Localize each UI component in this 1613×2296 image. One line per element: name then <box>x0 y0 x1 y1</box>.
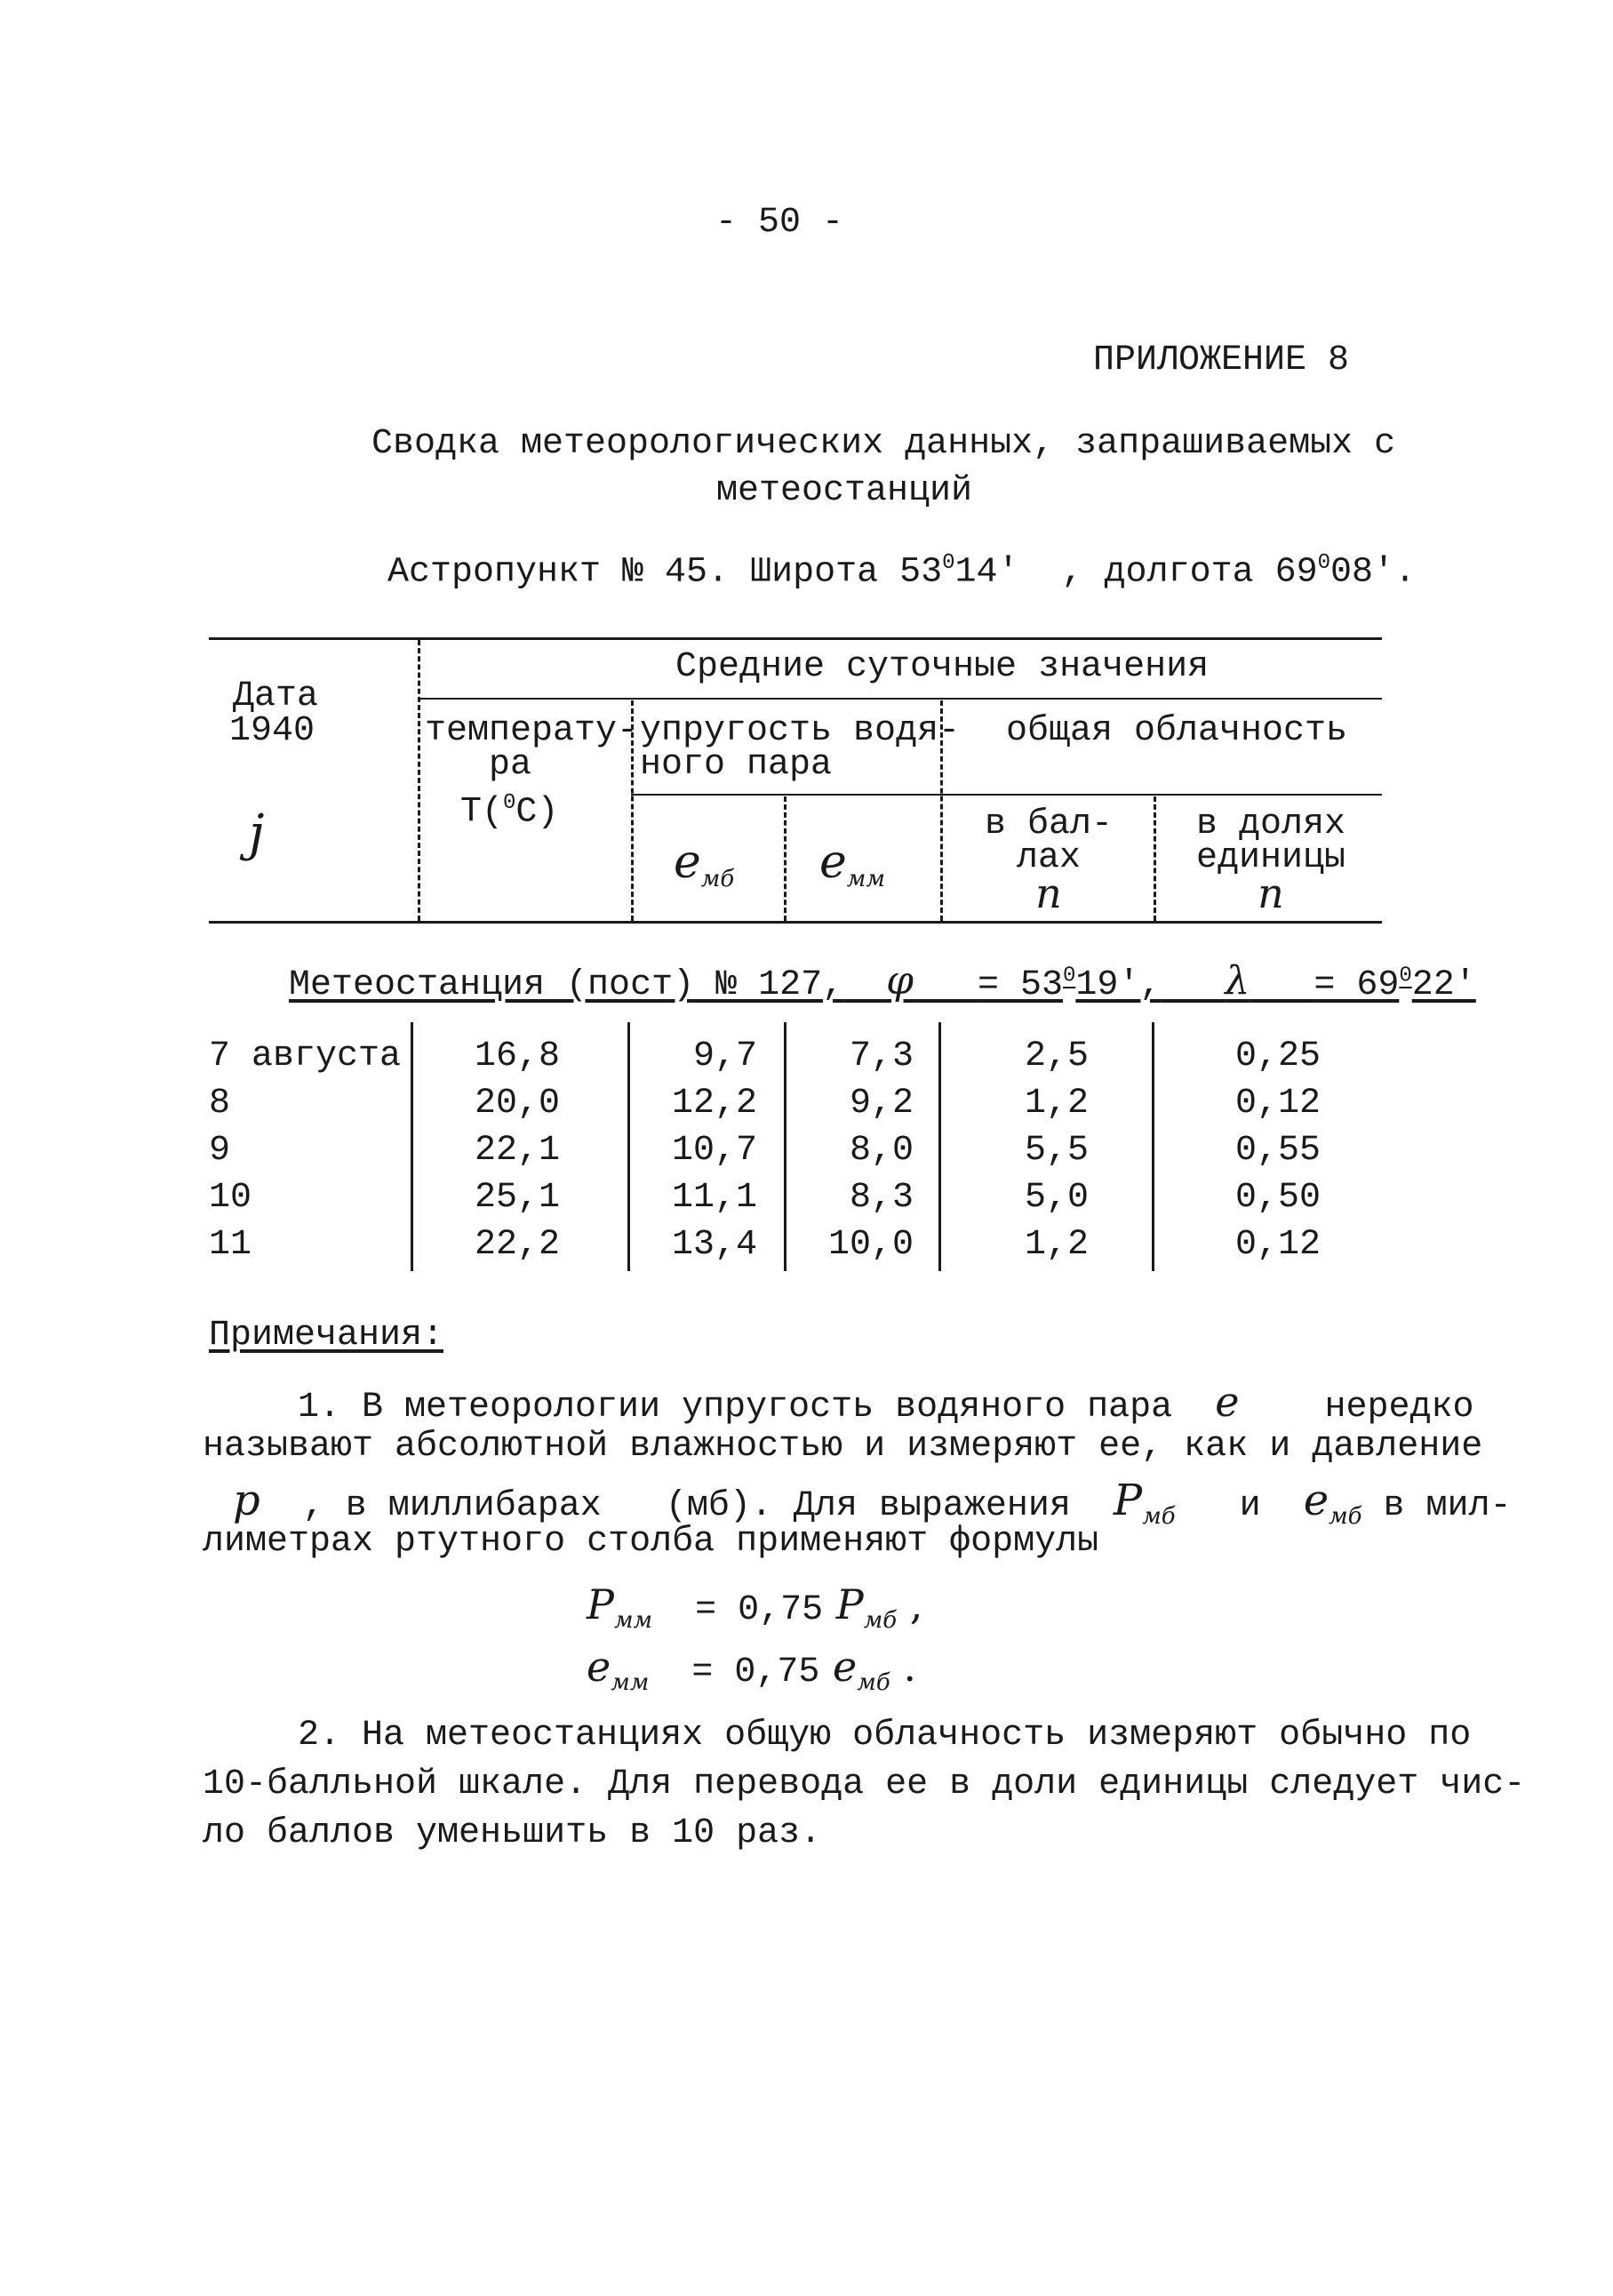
cell-e-mb: 12,2 <box>671 1084 757 1124</box>
notes-heading: Примечания: <box>209 1316 444 1356</box>
station-lambda-eq: = 69 <box>1314 965 1400 1005</box>
note-1-P-mb-sym: P <box>1113 1476 1143 1525</box>
header-e-mb-sym: e <box>674 836 701 889</box>
header-vline-points <box>1154 796 1156 921</box>
header-temp-3-text: T( <box>460 792 504 833</box>
station-line <box>289 958 1476 1005</box>
title-line-2: метеостанций <box>716 471 973 511</box>
header-temp-4-text: C) <box>515 792 559 833</box>
cell-e-mm: 8,3 <box>849 1178 914 1218</box>
body-vline-4 <box>938 1022 941 1271</box>
header-group: Средние суточные значения <box>675 647 1210 687</box>
cell-cloud-points: 2,5 <box>1024 1036 1089 1076</box>
cell-e-mb: 9,7 <box>692 1036 757 1076</box>
cell-e-mm: 8,0 <box>849 1131 914 1171</box>
note-1-line-2: называют абсолютной влажностью и измеряют ее, как и давление <box>203 1427 1483 1467</box>
cell-date: 10 <box>209 1178 252 1218</box>
header-e-mm-sub: мм <box>846 866 885 892</box>
station-lambda-deg: 0 <box>1399 964 1412 988</box>
body-vline-1 <box>411 1022 413 1271</box>
station-lambda-min: 22′ <box>1411 965 1476 1005</box>
astropoint-lon-deg: 0 <box>1317 551 1330 575</box>
header-cloud-frac-2: единицы <box>1195 838 1346 878</box>
cell-date: 9 <box>209 1131 231 1171</box>
header-temp-3 <box>460 791 558 832</box>
header-vline-date <box>418 640 420 921</box>
station-prefix: Метеостанция (пост) № 127, <box>289 965 844 1005</box>
cell-e-mb: 13,4 <box>671 1225 757 1265</box>
table-group-rule <box>418 698 1382 700</box>
body-vline-2 <box>627 1022 630 1271</box>
formula-2-mid: = 0,75 <box>691 1652 820 1692</box>
header-cloud-frac-1: в долях <box>1195 804 1346 844</box>
formula-2-rhs: e <box>833 1643 858 1691</box>
header-date: Дата <box>233 676 319 716</box>
cell-cloud-fraction: 0,25 <box>1234 1036 1321 1076</box>
note-1-e-mb-sub: мб <box>1329 1503 1362 1530</box>
note-1-e-mb <box>1303 1476 1362 1530</box>
cell-temperature: 20,0 <box>474 1084 560 1124</box>
station-lambda: λ <box>1225 958 1250 1004</box>
header-temp-degree: 0 <box>503 791 516 815</box>
cell-e-mm: 7,3 <box>849 1036 914 1076</box>
station-phi-eq: = 53 <box>977 965 1063 1005</box>
note-1-p-symbol: p <box>233 1476 260 1525</box>
cell-cloud-fraction: 0,12 <box>1234 1225 1321 1265</box>
header-vapor-2: ного пара <box>640 745 833 785</box>
header-cloud-points-2: лах <box>1016 838 1081 878</box>
page-number: - 50 - <box>715 203 844 243</box>
table-header-bottom-rule <box>209 921 1382 924</box>
cell-date: 11 <box>209 1225 252 1265</box>
cell-cloud-points: 1,2 <box>1024 1225 1089 1265</box>
formula-1-lhs-sub: мм <box>613 1607 653 1634</box>
cell-cloud-fraction: 0,50 <box>1234 1178 1321 1218</box>
cell-cloud-fraction: 0,12 <box>1234 1084 1321 1124</box>
note-1-line-3-end: в мил- <box>1383 1486 1512 1526</box>
note-2-line-1: 2. На метеостанциях общую облачность измеряют обычно по <box>298 1716 1472 1756</box>
note-1-P-mb <box>1113 1476 1176 1530</box>
cell-cloud-points: 5,0 <box>1024 1178 1089 1218</box>
header-e-mm-sym: e <box>819 836 847 889</box>
body-vline-3 <box>784 1022 787 1271</box>
note-1-line-4: лиметрах ртутного столба применяют формулы <box>203 1522 1099 1562</box>
formula-1-rhs-sub: мб <box>863 1607 898 1634</box>
cell-date: 7 августа <box>209 1036 402 1076</box>
astropoint-mid: , долгота 69 <box>1061 552 1318 593</box>
formula-1-mid: = 0,75 <box>695 1590 824 1630</box>
astropoint-prefix: Астропункт № 45. Широта 53 <box>387 552 943 593</box>
note-1-line-1-end: нередко <box>1324 1388 1474 1428</box>
cell-cloud-points: 5,5 <box>1024 1131 1089 1171</box>
title-line-1: Сводка метеорологических данных, запрашиваемых с <box>371 424 1396 464</box>
astropoint-lat-deg: 0 <box>942 551 955 575</box>
station-phi: φ <box>886 958 914 1004</box>
note-2-line-3: ло баллов уменьшить в 10 раз. <box>203 1813 822 1853</box>
formula-1-lhs: P <box>587 1580 614 1628</box>
cell-temperature: 25,1 <box>474 1178 560 1218</box>
cell-e-mm: 10,0 <box>827 1225 914 1265</box>
station-phi-min: 19′, <box>1075 965 1162 1005</box>
header-vapor-1: упругость водя- <box>640 711 961 751</box>
table-top-rule <box>209 637 1382 640</box>
formula-2-lhs-sub: мм <box>611 1669 650 1696</box>
station-phi-deg: 0 <box>1062 964 1076 988</box>
cell-temperature: 22,1 <box>474 1131 560 1171</box>
appendix-label: ПРИЛОЖЕНИЕ 8 <box>1093 340 1350 380</box>
header-cloud-points-sym: n <box>1035 869 1062 917</box>
note-1-P-mb-sub: мб <box>1142 1503 1176 1530</box>
header-e-mb-sub: мб <box>700 866 735 892</box>
note-1-e-mb-sym: e <box>1303 1476 1330 1525</box>
formula-2-rhs-sub: мб <box>857 1669 890 1696</box>
table-subheader-rule <box>631 794 1382 796</box>
astropoint-line <box>387 551 1416 592</box>
header-temp-1: температу- <box>425 711 639 751</box>
header-e-mb <box>674 836 734 892</box>
cell-e-mb: 10,7 <box>671 1131 757 1171</box>
cell-temperature: 22,2 <box>474 1225 560 1265</box>
formula-2-lhs: e <box>587 1643 611 1691</box>
formula-1 <box>587 1580 922 1634</box>
note-1-and: и <box>1239 1486 1261 1526</box>
header-cloud-frac-sym: n <box>1258 869 1284 917</box>
note-1-line-1 <box>298 1378 1473 1428</box>
astropoint-lat-min: 14′ <box>954 552 1019 593</box>
cell-e-mb: 11,1 <box>671 1178 757 1218</box>
formula-2-end: . <box>903 1643 916 1691</box>
formula-1-rhs: P <box>835 1580 864 1628</box>
cell-cloud-points: 1,2 <box>1024 1084 1089 1124</box>
note-1-e-symbol: e <box>1215 1378 1240 1426</box>
formula-1-end: , <box>909 1580 923 1628</box>
note-1-line-3-text: , в миллибарах (мб). Для выражения <box>302 1486 1071 1526</box>
note-2-line-2: 10-балльной шкале. Для перевода ее в доли единицы следует чис- <box>203 1764 1526 1804</box>
note-1-line-1-text: 1. В метеорологии упругость водяного пара <box>298 1388 1173 1428</box>
cell-date: 8 <box>209 1084 231 1124</box>
cell-e-mm: 9,2 <box>849 1084 914 1124</box>
astropoint-lon-min: 08′. <box>1330 552 1417 593</box>
cell-temperature: 16,8 <box>474 1036 560 1076</box>
formula-2 <box>587 1643 916 1696</box>
header-e-mm <box>819 836 885 892</box>
cell-cloud-fraction: 0,55 <box>1234 1131 1321 1171</box>
header-date-symbol: j <box>249 804 265 862</box>
body-vline-5 <box>1152 1022 1154 1271</box>
header-vline-emb <box>784 796 787 921</box>
header-cloud-points-1: в бал- <box>984 804 1114 844</box>
header-cloud: общая облачность <box>1006 711 1348 751</box>
header-year: 1940 <box>229 711 315 751</box>
header-temp-2: ра <box>489 745 532 785</box>
